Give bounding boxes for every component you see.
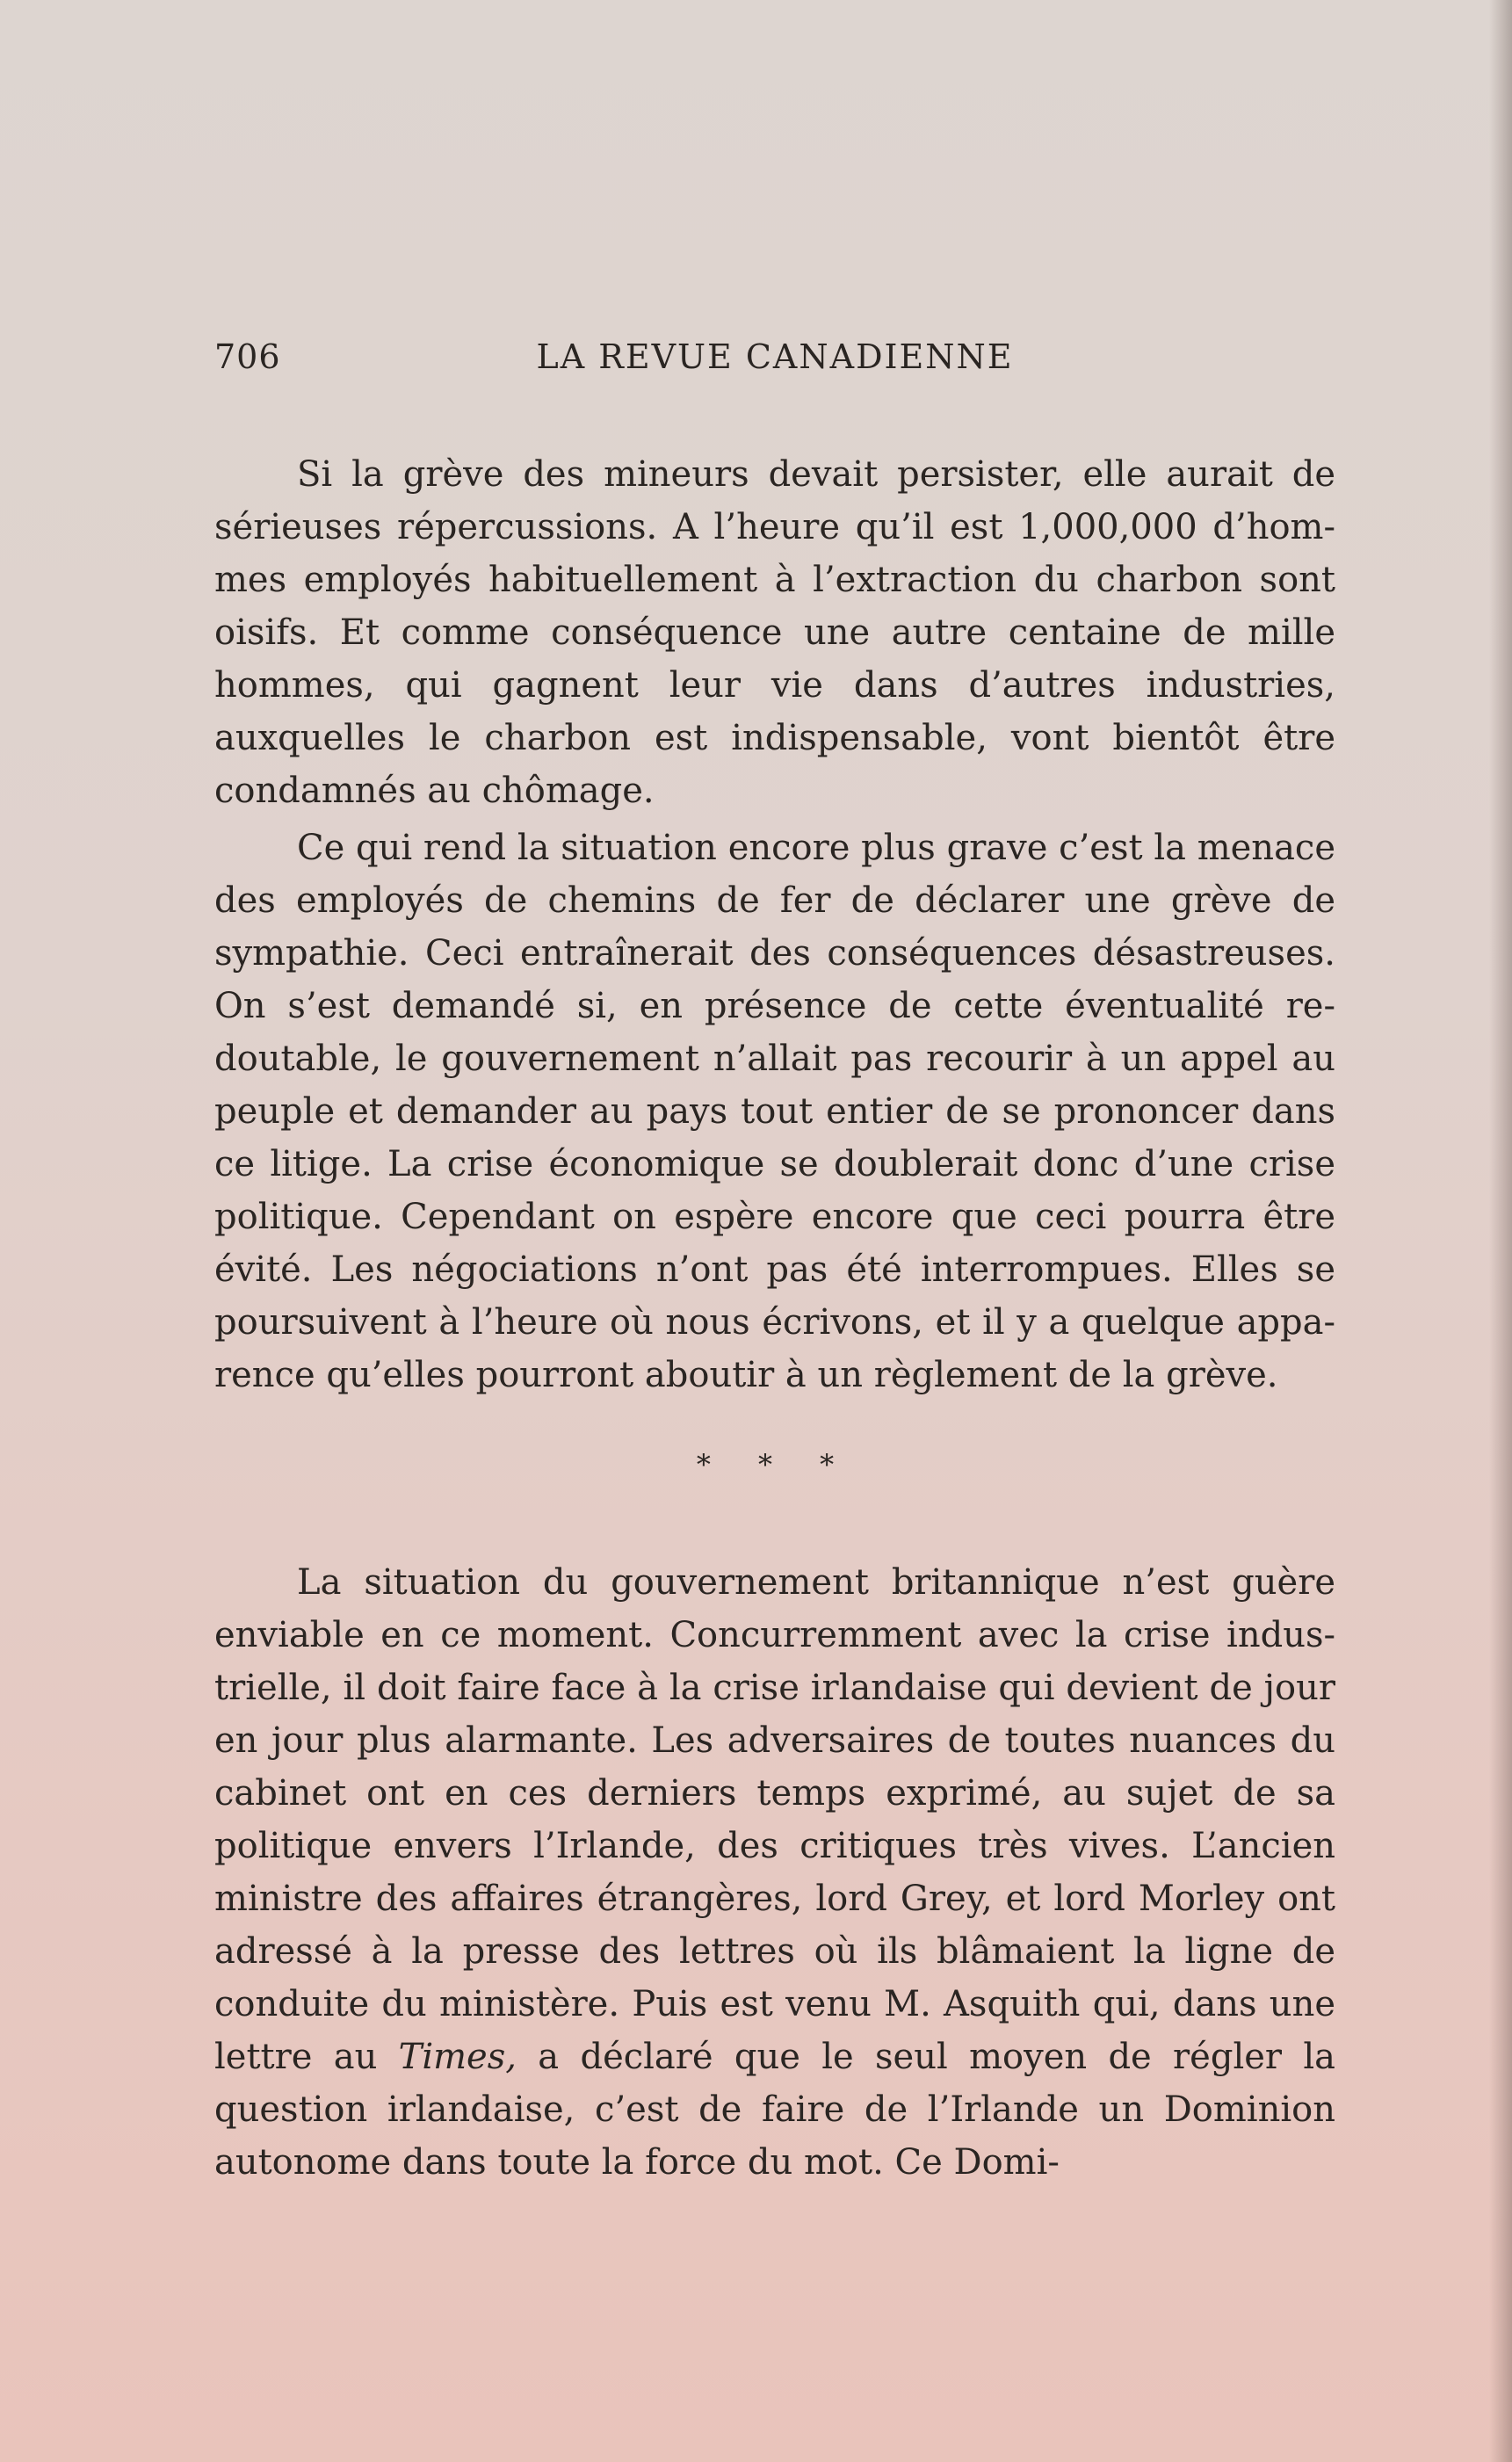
text-run: La situation du gouvernement britannique n’est guère enviable en ce moment. Concurremment avec la crise industrielle, il doit faire face à la crise irlandaise qui devient de jour en jour plus alarmante. Les adversaires de toutes nuances du cabinet ont en ces derniers temps exprimé, au sujet de sa politique envers l’Irlande, des critiques très vives. L’ancien ministre des affaires étrangères, lord Grey, et lord Morley ont adressé à la presse des lettres où ils blâmaient la ligne de conduite du ministère. Puis est venu M. Asquith qui, dans une lettre au: [214, 1562, 1335, 2077]
paragraph-railway-threat: [214, 822, 1335, 1401]
running-title: LA REVUE CANADIENNE: [536, 337, 1014, 376]
paragraph-british-government: [214, 1556, 1335, 2189]
page-number: 706: [214, 337, 281, 376]
paragraph-text: Ce qui rend la situation encore plus grave c’est la menace des employés de chemins de fer de déclarer une grève de sympathie. Ceci entraînerait des conséquences désastreuses. On s’est demandé si, en présence de cette éventualité redoutable, le gouvernement n’allait pas recourir à un appel au peuple et demander au pays tout entier de se prononcer dans ce litige. La crise économique se doublerait donc d’une crise politique. Cependant on espère encore que ceci pourra être évité. Les négociations n’ont pas été interrompues. Elles se poursuivent à l’heure où nous écrivons, et il y a quelque apparence qu’elles pourront aboutir à un règlement de la grève.: [214, 828, 1335, 1395]
paragraph-text: [214, 1556, 1335, 2189]
newspaper-title: Times,: [398, 2037, 517, 2077]
paragraph-text: Si la grève des mineurs devait persister, elle aurait de sérieuses répercussions. A l’heure qu’il est 1,000,000 d’hommes employés habituellement à l’extraction du charbon sont oisifs. Et comme conséquence une autre centaine de mille hommes, qui gagnent leur vie dans d’autres industries, auxquelles le charbon est indispensable, vont bientôt être condamnés au chômage.: [214, 454, 1335, 811]
page-header: [214, 337, 1335, 381]
text-run: a déclaré que le seul moyen de régler la question irlandaise, c’est de faire de l’Irlande un Dominion autonome dans toute la force du mot. Ce Domi-: [214, 2037, 1335, 2183]
paragraph-mining-strike: [214, 448, 1335, 817]
page-edge-shadow: [1489, 0, 1512, 2462]
section-separator: * * *: [696, 1448, 854, 1481]
